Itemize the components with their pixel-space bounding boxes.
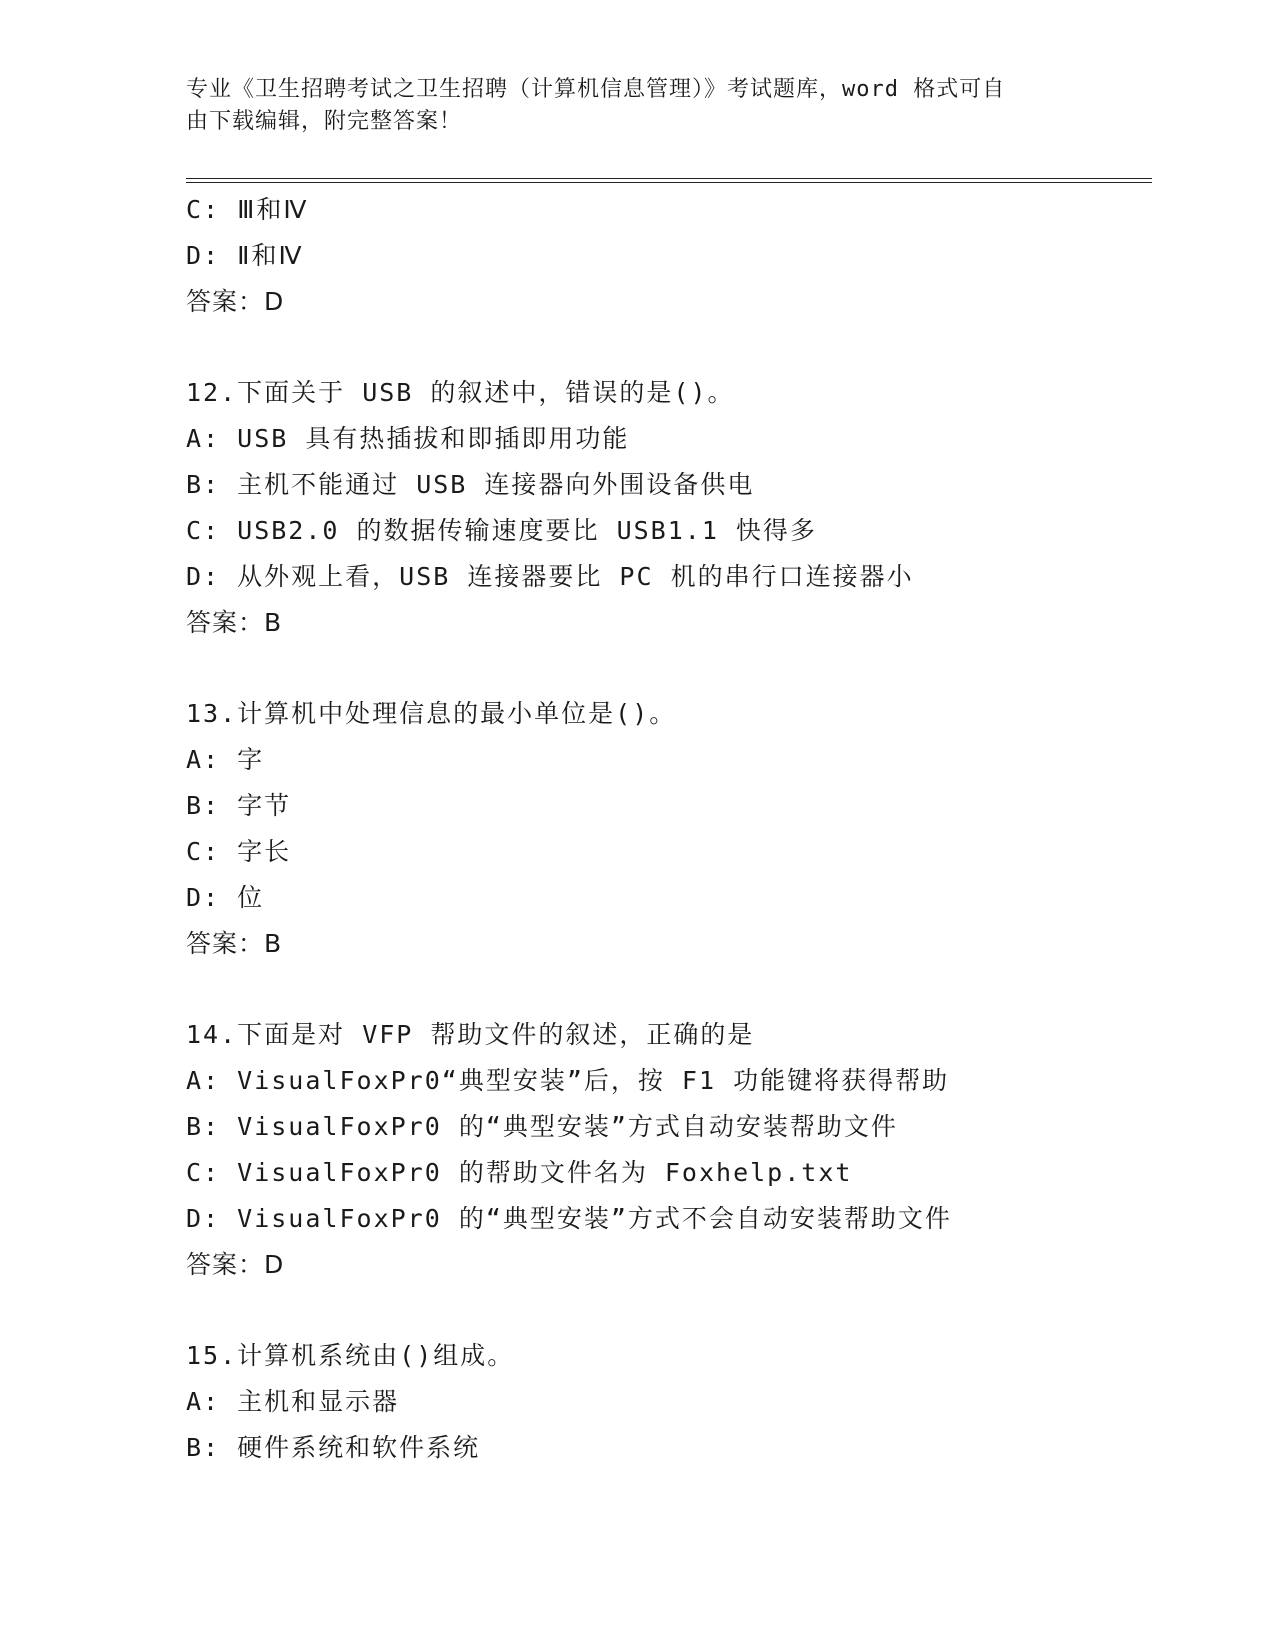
- question-stem: 13.计算机中处理信息的最小单位是()。: [186, 699, 677, 728]
- question-15: [186, 1333, 1152, 1471]
- option-b: B: 主机不能通过 USB 连接器向外围设备供电: [186, 470, 755, 499]
- answer-line: 答案：B: [186, 608, 283, 637]
- option-b: B: 字节: [186, 791, 292, 820]
- option-c: C: 字长: [186, 837, 292, 866]
- option-d: D: 位: [186, 883, 265, 912]
- option-d: D: VisualFoxPr0 的“典型安装”方式不会自动安装帮助文件: [186, 1204, 952, 1233]
- option-a: A: USB 具有热插拔和即插即用功能: [186, 424, 630, 453]
- option-b: B: VisualFoxPr0 的“典型安装”方式自动安装帮助文件: [186, 1112, 898, 1141]
- answer-line: 答案：D: [186, 287, 285, 316]
- option-c: C: VisualFoxPr0 的帮助文件名为 Foxhelp.txt: [186, 1158, 853, 1187]
- question-stem: 15.计算机系统由()组成。: [186, 1341, 515, 1370]
- option-c: C: Ⅲ和Ⅳ: [186, 195, 309, 224]
- answer-line: 答案：D: [186, 1250, 285, 1279]
- option-a: A: VisualFoxPr0“典型安装”后，按 F1 功能键将获得帮助: [186, 1066, 950, 1095]
- question-stem: 12.下面关于 USB 的叙述中，错误的是()。: [186, 378, 735, 407]
- document-header: [186, 74, 1066, 138]
- header-line-2: 由下载编辑，附完整答案！: [186, 109, 463, 134]
- question-14: [186, 1012, 1152, 1288]
- option-c: C: USB2.0 的数据传输速度要比 USB1.1 快得多: [186, 516, 817, 545]
- header-divider: [186, 178, 1152, 183]
- carryover-question: [186, 187, 1152, 325]
- question-12: [186, 370, 1152, 646]
- option-d: D: 从外观上看，USB 连接器要比 PC 机的串行口连接器小: [186, 562, 914, 591]
- question-stem: 14.下面是对 VFP 帮助文件的叙述，正确的是: [186, 1020, 755, 1049]
- question-list: [186, 187, 1152, 1471]
- answer-line: 答案：B: [186, 929, 283, 958]
- option-d: D: Ⅱ和Ⅳ: [186, 241, 304, 270]
- header-line-1: 专业《卫生招聘考试之卫生招聘（计算机信息管理）》考试题库，word 格式可自: [186, 77, 1006, 102]
- option-b: B: 硬件系统和软件系统: [186, 1433, 481, 1462]
- option-a: A: 字: [186, 745, 265, 774]
- question-13: [186, 691, 1152, 967]
- option-a: A: 主机和显示器: [186, 1387, 400, 1416]
